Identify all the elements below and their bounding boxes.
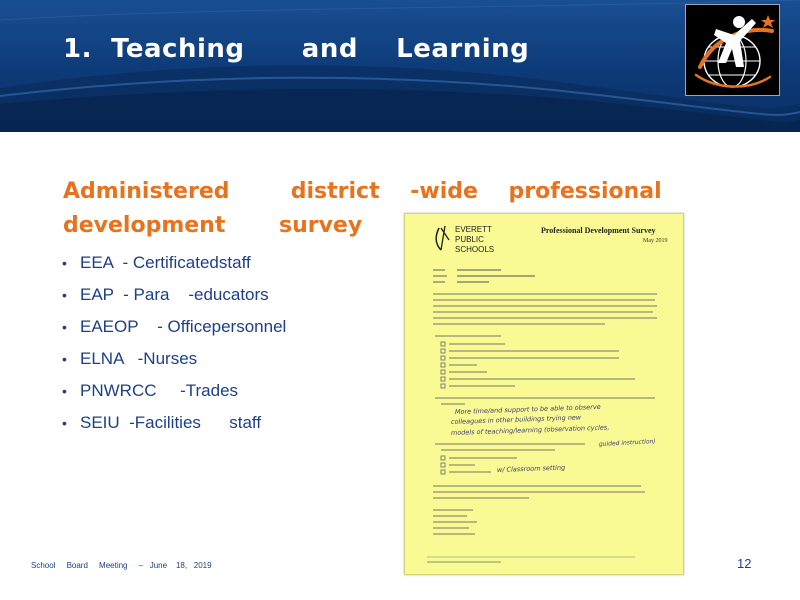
bullet-item xyxy=(62,343,286,375)
survey-document-drawing xyxy=(405,214,684,575)
bullet-item xyxy=(62,375,286,407)
bullet-text: EEA - Certificatedstaff xyxy=(80,253,251,272)
document-heading: Professional Development Survey xyxy=(541,226,656,235)
document-org-line: PUBLIC xyxy=(455,235,484,244)
bullet-text: SEIU -Facilities staff xyxy=(80,413,262,432)
handwriting-line: colleagues in other buildings trying new xyxy=(450,413,582,426)
handwriting-line: More time/and support to be able to observe xyxy=(454,402,601,416)
bullet-list xyxy=(62,247,286,439)
document-org-line: EVERETT xyxy=(455,225,492,234)
bullet-dot-icon: • xyxy=(62,255,67,271)
document-question-1 xyxy=(435,336,635,388)
slide-header xyxy=(0,0,800,132)
bullet-dot-icon: • xyxy=(62,351,67,367)
document-closing-paragraph xyxy=(433,486,645,498)
bullet-item xyxy=(62,279,286,311)
document-memo-lines xyxy=(433,270,535,282)
bullet-dot-icon: • xyxy=(62,319,67,335)
document-question-2 xyxy=(435,398,655,404)
slide-title: 1. Teaching and Learning xyxy=(63,34,530,64)
handwriting-line: w/ Classroom setting xyxy=(496,463,566,474)
district-logo-icon xyxy=(686,5,781,97)
document-date: May 2019 xyxy=(643,238,668,244)
bullet-text: PNWRCC -Trades xyxy=(80,381,239,400)
handwriting-line: guided instruction) xyxy=(598,438,656,448)
document-org-line: SCHOOLS xyxy=(455,245,495,254)
bullet-dot-icon: • xyxy=(62,287,67,303)
handwriting-line: models of teaching/learning (observation cycles, xyxy=(450,423,610,437)
document-signature-block xyxy=(433,510,477,534)
document-intro-paragraph xyxy=(433,294,657,324)
page-number: 12 xyxy=(737,556,752,571)
bullet-item xyxy=(62,407,286,439)
bullet-dot-icon: • xyxy=(62,415,67,431)
document-handwriting xyxy=(451,403,656,474)
survey-document-image xyxy=(404,213,684,575)
bullet-dot-icon: • xyxy=(62,383,67,399)
bullet-item xyxy=(62,311,286,343)
bullet-text: EAEOP - Officepersonnel xyxy=(80,317,287,336)
bullet-item xyxy=(62,247,286,279)
document-logo-icon xyxy=(436,226,449,250)
slide-footer: School Board Meeting – June 18, 2019 xyxy=(31,561,212,570)
bullet-text: EAP - Para -educators xyxy=(80,285,269,304)
district-logo xyxy=(685,4,780,96)
bullet-text: ELNA -Nurses xyxy=(80,349,198,368)
slide-subtitle: Administered district -wide professional development survey xyxy=(63,179,662,238)
header-wave-decoration xyxy=(0,0,800,132)
